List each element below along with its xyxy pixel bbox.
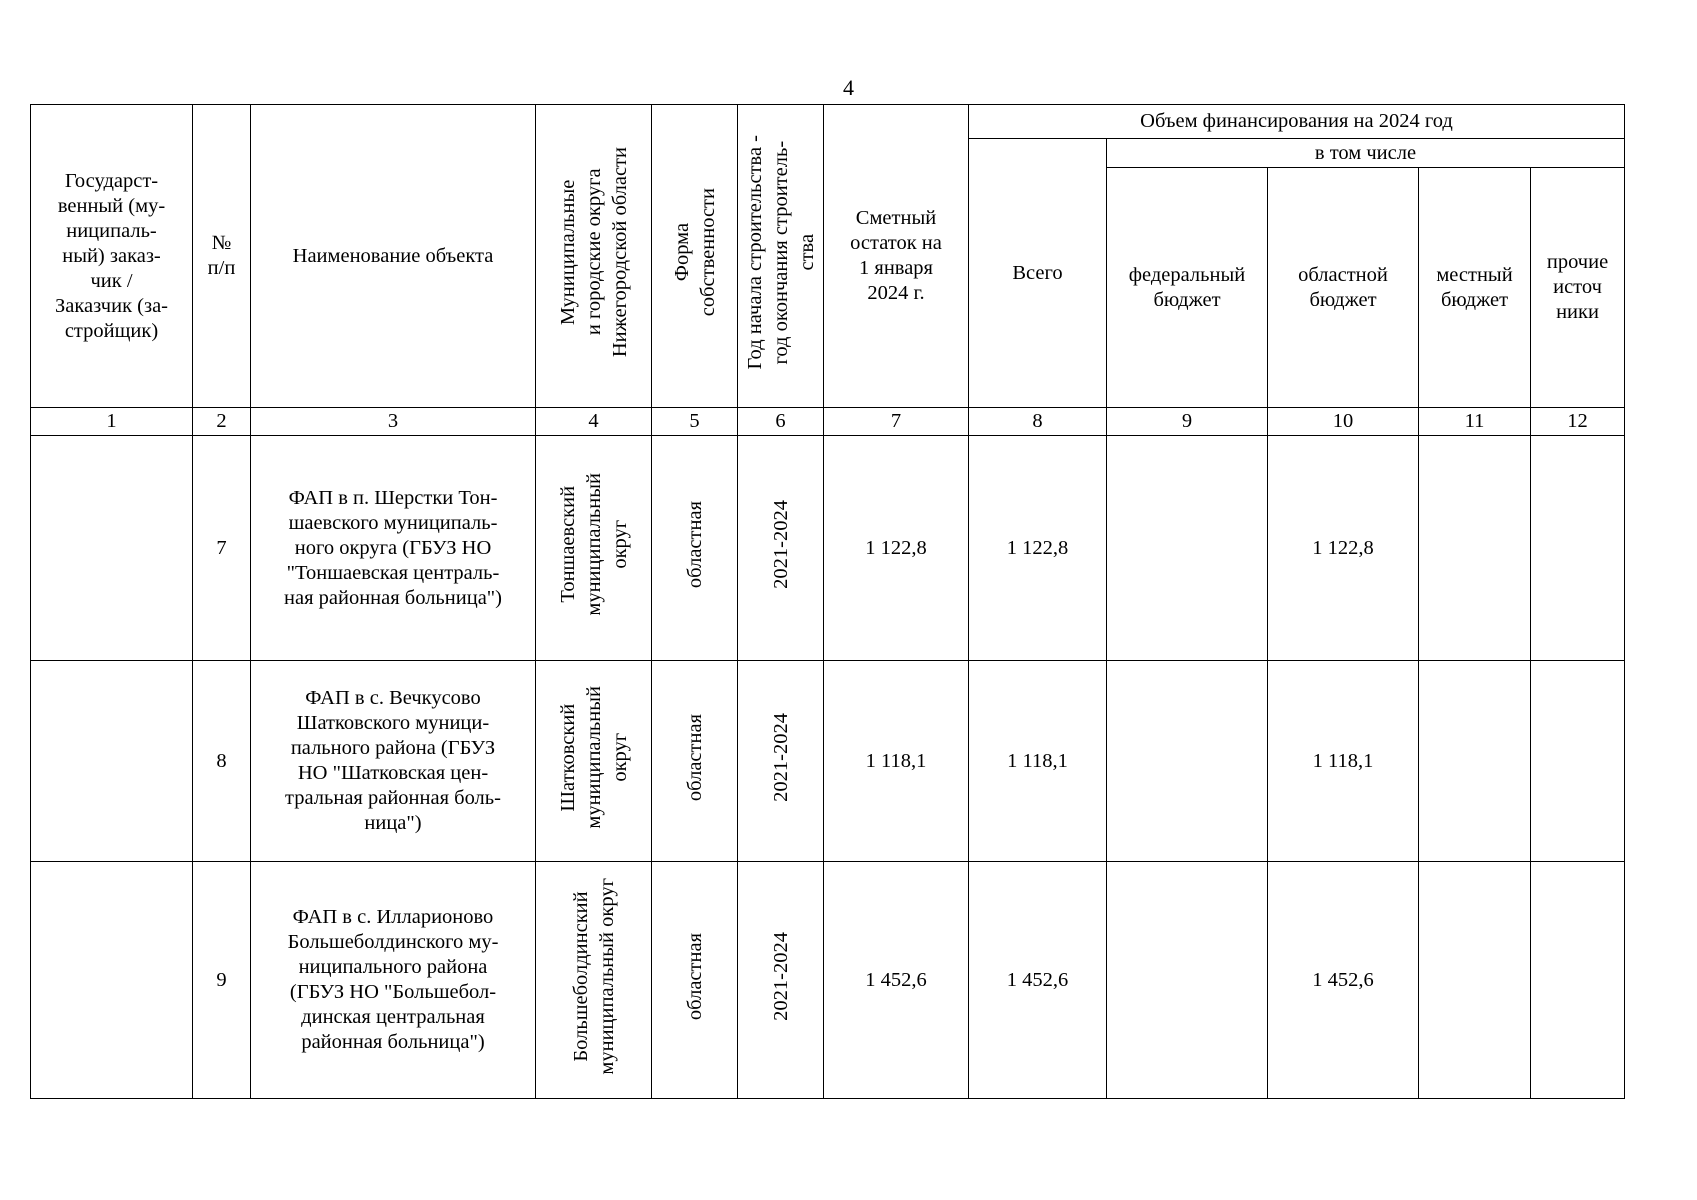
row-district: Большеболдинский муниципальный округ <box>536 862 652 1099</box>
row-district: Тоншаевский муниципальный округ <box>536 436 652 661</box>
header-regional-budget: областной бюджет <box>1268 168 1419 408</box>
row-number: 7 <box>193 436 251 661</box>
table-row <box>31 862 1625 1099</box>
row-regional: 1 118,1 <box>1268 661 1419 862</box>
column-number: 5 <box>652 408 738 436</box>
header-ownership-form: Форма собственности <box>652 105 738 408</box>
column-number: 12 <box>1531 408 1625 436</box>
row-other <box>1531 661 1625 862</box>
row-federal <box>1107 661 1268 862</box>
row-other <box>1531 436 1625 661</box>
header-object-name: Наименование объекта <box>251 105 536 408</box>
header-federal-budget: федеральный бюджет <box>1107 168 1268 408</box>
row-district: Шатковский муниципальный округ <box>536 661 652 862</box>
header-construction-years: Год начала строительства - год окончания строитель- ства <box>738 105 824 408</box>
header-number: № п/п <box>193 105 251 408</box>
header-customer: Государст- венный (му- ниципаль- ный) заказ- чик / Заказчик (за- стройщик) <box>31 105 193 408</box>
header-municipal-district: Муниципальные и городские округа Нижегородской области <box>536 105 652 408</box>
header-total: Всего <box>969 139 1107 408</box>
column-number: 3 <box>251 408 536 436</box>
row-federal <box>1107 862 1268 1099</box>
row-estimated-remainder: 1 452,6 <box>824 862 969 1099</box>
row-customer <box>31 661 193 862</box>
page-number: 4 <box>843 75 854 100</box>
table-row <box>31 661 1625 862</box>
row-years: 2021-2024 <box>738 436 824 661</box>
table-row <box>31 436 1625 661</box>
column-number: 9 <box>1107 408 1268 436</box>
row-number: 8 <box>193 661 251 862</box>
financing-table <box>30 104 1625 1099</box>
row-ownership: областная <box>652 436 738 661</box>
column-number: 4 <box>536 408 652 436</box>
row-estimated-remainder: 1 122,8 <box>824 436 969 661</box>
column-number: 11 <box>1419 408 1531 436</box>
row-years: 2021-2024 <box>738 661 824 862</box>
row-total: 1 452,6 <box>969 862 1107 1099</box>
column-number-row <box>31 408 1625 436</box>
row-local <box>1419 436 1531 661</box>
row-total: 1 118,1 <box>969 661 1107 862</box>
column-number: 7 <box>824 408 969 436</box>
column-number: 2 <box>193 408 251 436</box>
row-customer <box>31 436 193 661</box>
header-estimated-remainder: Сметный остаток на 1 января 2024 г. <box>824 105 969 408</box>
column-number: 6 <box>738 408 824 436</box>
row-local <box>1419 862 1531 1099</box>
row-customer <box>31 862 193 1099</box>
row-ownership: областная <box>652 862 738 1099</box>
row-ownership: областная <box>652 661 738 862</box>
header-funding-volume: Объем финансирования на 2024 год <box>969 105 1625 139</box>
row-number: 9 <box>193 862 251 1099</box>
row-regional: 1 452,6 <box>1268 862 1419 1099</box>
header-row-1 <box>31 105 1625 139</box>
column-number: 8 <box>969 408 1107 436</box>
column-number: 10 <box>1268 408 1419 436</box>
row-federal <box>1107 436 1268 661</box>
header-including: в том числе <box>1107 139 1625 168</box>
row-object-name: ФАП в с. Илларионово Большеболдинского му- ниципального района (ГБУЗ НО "Большебол- динская центральная районная больница") <box>251 862 536 1099</box>
column-number: 1 <box>31 408 193 436</box>
row-years: 2021-2024 <box>738 862 824 1099</box>
row-other <box>1531 862 1625 1099</box>
header-local-budget: местный бюджет <box>1419 168 1531 408</box>
row-regional: 1 122,8 <box>1268 436 1419 661</box>
row-object-name: ФАП в с. Вечкусово Шатковского муници- пального района (ГБУЗ НО "Шатковская цен- тральная районная боль- ница") <box>251 661 536 862</box>
row-local <box>1419 661 1531 862</box>
row-object-name: ФАП в п. Шерстки Тон- шаевского муниципаль- ного округа (ГБУЗ НО "Тоншаевская централь- ная районная больница") <box>251 436 536 661</box>
header-other-sources: прочие источ ники <box>1531 168 1625 408</box>
row-estimated-remainder: 1 118,1 <box>824 661 969 862</box>
row-total: 1 122,8 <box>969 436 1107 661</box>
